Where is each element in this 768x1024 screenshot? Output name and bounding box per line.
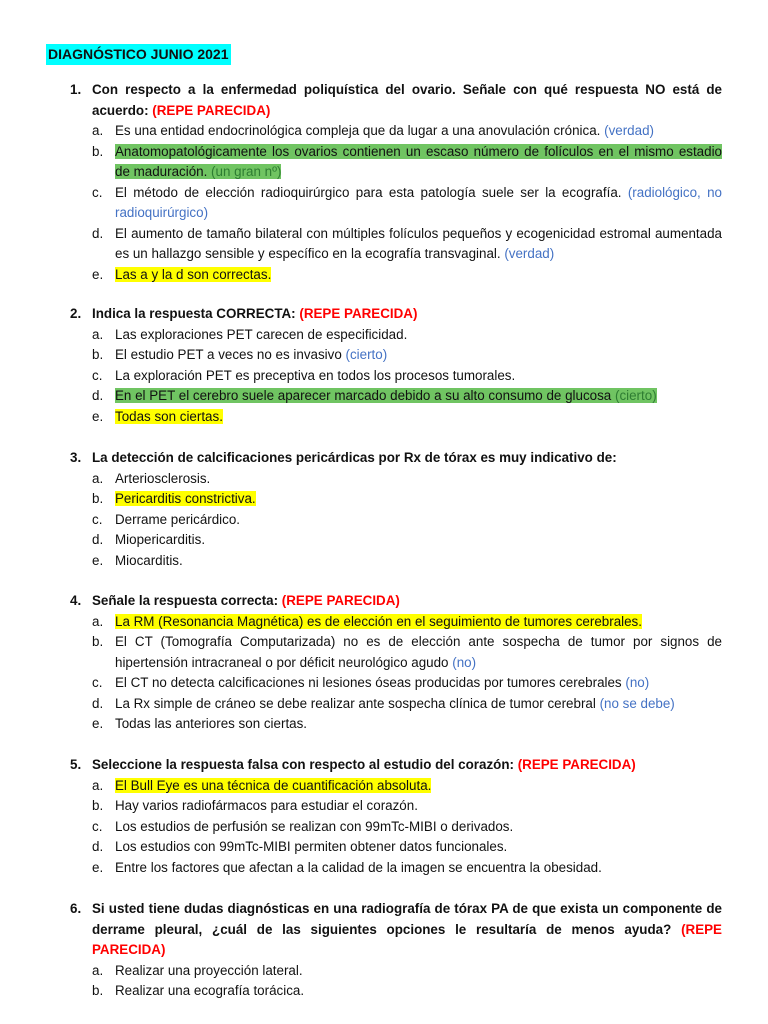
answer-option-a — [70, 325, 722, 346]
option-body — [115, 123, 654, 138]
answer-option-c — [70, 183, 722, 224]
option-letter: b. — [92, 798, 104, 813]
answer-option-b — [70, 981, 722, 1002]
option-note: (verdad) — [604, 123, 654, 138]
option-text: El Bull Eye es una técnica de cuantificación absoluta. — [115, 777, 432, 793]
option-note: (cierto) — [345, 347, 388, 362]
question-text: Con respecto a la enfermedad poliquística del ovario. Señale con qué respuesta NO está de acuerdo: — [92, 82, 722, 118]
option-body — [115, 471, 210, 486]
option-body — [115, 267, 271, 282]
option-text: Es una entidad endocrinológica compleja que da lugar a una anovulación crónica. — [115, 123, 601, 138]
option-body — [115, 675, 649, 690]
answer-option-d — [70, 386, 722, 407]
question-stem — [70, 591, 722, 612]
question-number: 1. — [70, 82, 82, 97]
answer-option-c — [70, 673, 722, 694]
question-2 — [70, 304, 722, 427]
question-text: Indica la respuesta CORRECTA: — [92, 306, 300, 321]
option-text: Pericarditis constrictiva. — [115, 491, 256, 506]
option-text: Todas las anteriores son ciertas. — [115, 716, 308, 731]
answer-option-b — [70, 142, 722, 183]
question-text: Si usted tiene dudas diagnósticas en una radiografía de tórax PA de que exista un componente de derrame pleural, ¿cuál de las siguientes opciones le resultaría de menos ayuda? — [92, 901, 722, 937]
option-note: (no) — [452, 654, 477, 670]
question-text: La detección de calcificaciones pericárdicas por Rx de tórax es muy indicativo de: — [92, 450, 617, 465]
answer-option-e — [70, 551, 722, 572]
answer-option-e — [70, 407, 722, 428]
question-4 — [70, 591, 722, 735]
option-letter: b. — [92, 634, 104, 649]
option-letter: e. — [92, 859, 104, 875]
option-body — [115, 778, 431, 793]
question-number: 3. — [70, 450, 82, 465]
option-letter: e. — [92, 716, 104, 731]
question-number: 6. — [70, 901, 82, 916]
option-letter: e. — [92, 552, 104, 568]
option-letter: d. — [92, 225, 104, 241]
option-body — [115, 347, 387, 362]
option-text: Anatomopatológicamente los ovarios contienen un escaso número de folículos en el mismo estadio de maduración. — [115, 143, 722, 179]
option-note: (verdad) — [504, 246, 555, 261]
option-text: Los estudios de perfusión se realizan con 99mTc-MIBI o derivados. — [115, 818, 514, 834]
option-body — [115, 983, 304, 998]
option-text: En el PET el cerebro suele aparecer marcado debido a su alto consumo de glucosa — [115, 388, 612, 403]
option-text: Las exploraciones PET carecen de especificidad. — [115, 326, 408, 342]
option-body — [115, 553, 183, 568]
option-text: Realizar una proyección lateral. — [115, 962, 303, 978]
option-body — [115, 226, 722, 262]
option-letter: a. — [92, 962, 104, 978]
answer-option-d — [70, 837, 722, 858]
answer-option-b — [70, 632, 722, 673]
option-text: Las a y la d son correctas. — [115, 266, 272, 282]
question-number: 5. — [70, 757, 82, 772]
option-note: (radiológico, no radioquirúrgico) — [115, 184, 722, 220]
question-5 — [70, 755, 722, 878]
question-6 — [70, 899, 722, 1002]
answer-option-a — [70, 121, 722, 142]
option-text: Derrame pericárdico. — [115, 511, 241, 527]
option-letter: e. — [92, 266, 104, 282]
option-body — [115, 839, 507, 854]
option-body — [115, 185, 722, 221]
question-number: 2. — [70, 306, 82, 321]
option-letter: c. — [92, 184, 103, 200]
option-letter: c. — [92, 818, 103, 834]
answer-option-c — [70, 510, 722, 531]
answer-option-e — [70, 265, 722, 286]
repe-tag: (REPE PARECIDA) — [517, 757, 636, 772]
question-stem — [70, 899, 722, 961]
answer-option-c — [70, 366, 722, 387]
answer-option-b — [70, 796, 722, 817]
option-text: Miopericarditis. — [115, 532, 206, 547]
question-text: Señale la respuesta correcta: — [92, 593, 282, 608]
option-letter: a. — [92, 777, 104, 793]
option-text: La RM (Resonancia Magnética) es de elección en el seguimiento de tumores cerebrales. — [115, 613, 642, 629]
option-text: El CT no detecta calcificaciones ni lesiones óseas producidas por tumores cerebrales — [115, 675, 622, 690]
answer-option-d — [70, 224, 722, 265]
option-letter: a. — [92, 123, 104, 138]
question-number: 4. — [70, 593, 82, 608]
option-body — [115, 388, 657, 403]
option-text: El CT (Tomografía Computarizada) no es de elección ante sospecha de tumor por signos de hipertensión intracraneal o por déficit neurológico agudo — [115, 634, 722, 670]
option-text: El aumento de tamaño bilateral con múltiples folículos pequeños y ecogenicidad estromal aumentada es un hallazgo sensible y específico en la ecografía transvaginal. — [115, 225, 722, 261]
option-text: Los estudios con 99mTc-MIBI permiten obtener datos funcionales. — [115, 839, 508, 854]
answer-option-a — [70, 776, 722, 797]
option-body — [115, 696, 675, 711]
answer-option-b — [70, 489, 722, 510]
repe-tag: (REPE PARECIDA) — [92, 921, 722, 957]
option-letter: d. — [92, 839, 104, 854]
option-text: El estudio PET a veces no es invasivo — [115, 347, 342, 362]
option-text: El método de elección radioquirúrgico para esta patología suele ser la ecografía. — [115, 184, 622, 200]
question-stem — [70, 304, 722, 325]
option-body — [115, 716, 307, 731]
option-body — [115, 327, 407, 342]
option-body — [115, 532, 205, 547]
option-letter: c. — [92, 511, 103, 527]
option-note: (cierto) — [614, 388, 657, 403]
option-text: La Rx simple de cráneo se debe realizar ante sospecha clínica de tumor cerebral — [115, 695, 596, 711]
option-body — [115, 860, 602, 875]
document-title: DIAGNÓSTICO JUNIO 2021 — [46, 44, 231, 65]
answer-option-a — [70, 612, 722, 633]
option-body — [115, 634, 722, 670]
repe-tag: (REPE PARECIDA) — [152, 102, 271, 118]
option-text: Hay varios radiofármacos para estudiar el corazón. — [115, 798, 418, 813]
option-note: (no se debe) — [599, 695, 675, 711]
answer-option-e — [70, 858, 722, 879]
option-letter: d. — [92, 388, 104, 403]
option-note: (no) — [625, 675, 650, 690]
question-stem — [70, 448, 722, 469]
option-letter: b. — [92, 347, 104, 362]
option-body — [115, 368, 515, 383]
option-letter: b. — [92, 983, 104, 998]
option-body — [115, 819, 513, 834]
option-body — [115, 614, 642, 629]
answer-option-d — [70, 694, 722, 715]
option-letter: a. — [92, 326, 104, 342]
repe-tag: (REPE PARECIDA) — [281, 593, 400, 608]
answer-option-d — [70, 530, 722, 551]
question-text: Seleccione la respuesta falsa con respecto al estudio del corazón: — [92, 757, 518, 772]
option-body — [115, 512, 240, 527]
question-stem — [70, 80, 722, 121]
option-letter: c. — [92, 367, 103, 383]
option-letter: d. — [92, 695, 104, 711]
option-letter: a. — [92, 470, 104, 486]
option-body — [115, 144, 722, 180]
option-letter: a. — [92, 613, 104, 629]
question-1 — [70, 80, 722, 285]
answer-option-c — [70, 817, 722, 838]
answer-option-b — [70, 345, 722, 366]
option-body — [115, 409, 223, 424]
option-body — [115, 963, 303, 978]
option-body — [115, 798, 418, 813]
answer-option-a — [70, 469, 722, 490]
question-3 — [70, 448, 722, 571]
option-letter: b. — [92, 491, 104, 506]
option-letter: d. — [92, 532, 104, 547]
option-text: Arteriosclerosis. — [115, 470, 211, 486]
option-text: Entre los factores que afectan a la calidad de la imagen se encuentra la obesidad. — [115, 859, 602, 875]
option-letter: b. — [92, 143, 104, 159]
option-text: Todas son ciertas. — [115, 408, 223, 424]
option-letter: e. — [92, 408, 104, 424]
option-text: La exploración PET es preceptiva en todos los procesos tumorales. — [115, 367, 516, 383]
answer-option-a — [70, 961, 722, 982]
option-text: Realizar una ecografía torácica. — [115, 983, 305, 998]
option-note: (un gran nº) — [211, 164, 282, 179]
repe-tag: (REPE PARECIDA) — [299, 306, 418, 321]
option-letter: c. — [92, 675, 103, 690]
option-body — [115, 491, 256, 506]
answer-option-e — [70, 714, 722, 735]
question-stem — [70, 755, 722, 776]
option-text: Miocarditis. — [115, 552, 183, 568]
